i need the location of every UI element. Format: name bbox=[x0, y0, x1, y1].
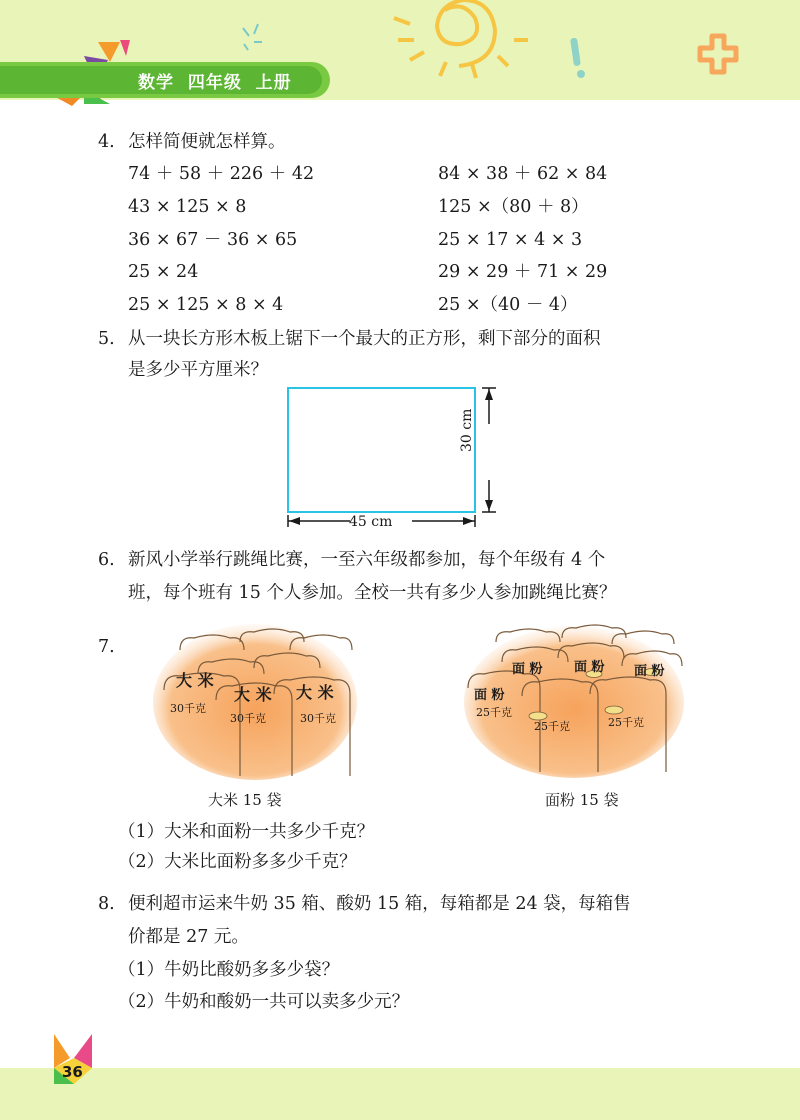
rectangle-diagram bbox=[280, 380, 510, 530]
q8-line1: 便利超市运来牛奶 35 箱、酸奶 15 箱，每箱都是 24 袋，每箱售 bbox=[128, 894, 631, 914]
q4-expr-left-3: 36 × 67 － 36 × 65 bbox=[128, 230, 298, 250]
q4-expr-right-2: 125 ×（80 ＋ 8） bbox=[438, 197, 589, 217]
q6-number: 6. bbox=[98, 550, 115, 570]
rice-bag-label-2: 大 米 bbox=[234, 685, 272, 704]
rice-bags-illustration bbox=[150, 620, 360, 782]
q7-number: 7. bbox=[98, 637, 115, 657]
flour-weight-2: 25千克 bbox=[534, 720, 570, 733]
q4-expr-right-5: 25 ×（40 － 4） bbox=[438, 295, 578, 315]
q4-text: 怎样简便就怎样算。 bbox=[128, 132, 286, 152]
q8-number: 8. bbox=[98, 894, 115, 914]
q5-line2: 是多少平方厘米？ bbox=[128, 360, 268, 380]
q8-sub2: （2）牛奶和酸奶一共可以卖多少元？ bbox=[118, 992, 410, 1012]
rice-caption: 大米 15 袋 bbox=[208, 791, 282, 809]
q8-line2: 价都是 27 元。 bbox=[128, 927, 249, 947]
sun-icon bbox=[394, 0, 528, 78]
flour-bags-illustration bbox=[462, 622, 687, 780]
rice-bag-label-1: 大 米 bbox=[176, 671, 214, 690]
q4-expr-left-4: 25 × 24 bbox=[128, 262, 199, 282]
width-label: 45 cm bbox=[349, 514, 393, 530]
exclamation-icon bbox=[570, 38, 585, 78]
board-rectangle bbox=[288, 388, 475, 512]
flour-bag-label-3: 面 粉 bbox=[634, 664, 665, 679]
page-number: 36 bbox=[62, 1063, 83, 1081]
q7-sub1: （1）大米和面粉一共多少千克？ bbox=[118, 822, 375, 842]
q6-line1: 新风小学举行跳绳比赛，一至六年级都参加，每个年级有 4 个 bbox=[128, 550, 606, 570]
sparkle-icon bbox=[243, 24, 262, 50]
flour-bag-label-1: 面 粉 bbox=[512, 662, 543, 677]
flour-weight-1: 25千克 bbox=[476, 706, 512, 719]
q5-number: 5. bbox=[98, 329, 115, 349]
q4-expr-right-4: 29 × 29 ＋ 71 × 29 bbox=[438, 262, 608, 282]
q4-expr-right-3: 25 × 17 × 4 × 3 bbox=[438, 230, 583, 250]
rice-weight-3: 30千克 bbox=[300, 712, 336, 725]
plus-icon bbox=[700, 36, 736, 72]
rice-weight-1: 30千克 bbox=[170, 702, 206, 715]
rice-bag-label-3: 大 米 bbox=[296, 683, 334, 702]
flour-weight-3: 25千克 bbox=[608, 716, 644, 729]
height-label: 30 cm bbox=[459, 408, 475, 452]
q4-expr-left-2: 43 × 125 × 8 bbox=[128, 197, 247, 217]
q6-line2: 班，每个班有 15 个人参加。全校一共有多少人参加跳绳比赛？ bbox=[128, 583, 617, 603]
rice-weight-2: 30千克 bbox=[230, 712, 266, 725]
q8-sub1: （1）牛奶比酸奶多多少袋？ bbox=[118, 960, 340, 980]
flour-bag-label-2: 面 粉 bbox=[574, 660, 605, 675]
q4-expr-left-5: 25 × 125 × 8 × 4 bbox=[128, 295, 284, 315]
q5-line1: 从一块长方形木板上锯下一个最大的正方形，剩下部分的面积 bbox=[128, 329, 601, 349]
bottom-band bbox=[0, 1068, 800, 1120]
q4-expr-left-1: 74 ＋ 58 ＋ 226 ＋ 42 bbox=[128, 164, 315, 184]
q4-number: 4. bbox=[98, 132, 115, 152]
q4-expr-right-1: 84 × 38 ＋ 62 × 84 bbox=[438, 164, 608, 184]
header-title: 数学 四年级 上册 bbox=[138, 73, 292, 93]
flour-caption: 面粉 15 袋 bbox=[545, 791, 619, 809]
q7-sub2: （2）大米比面粉多多少千克？ bbox=[118, 852, 357, 872]
flour-bag-label-4: 面 粉 bbox=[474, 688, 505, 703]
